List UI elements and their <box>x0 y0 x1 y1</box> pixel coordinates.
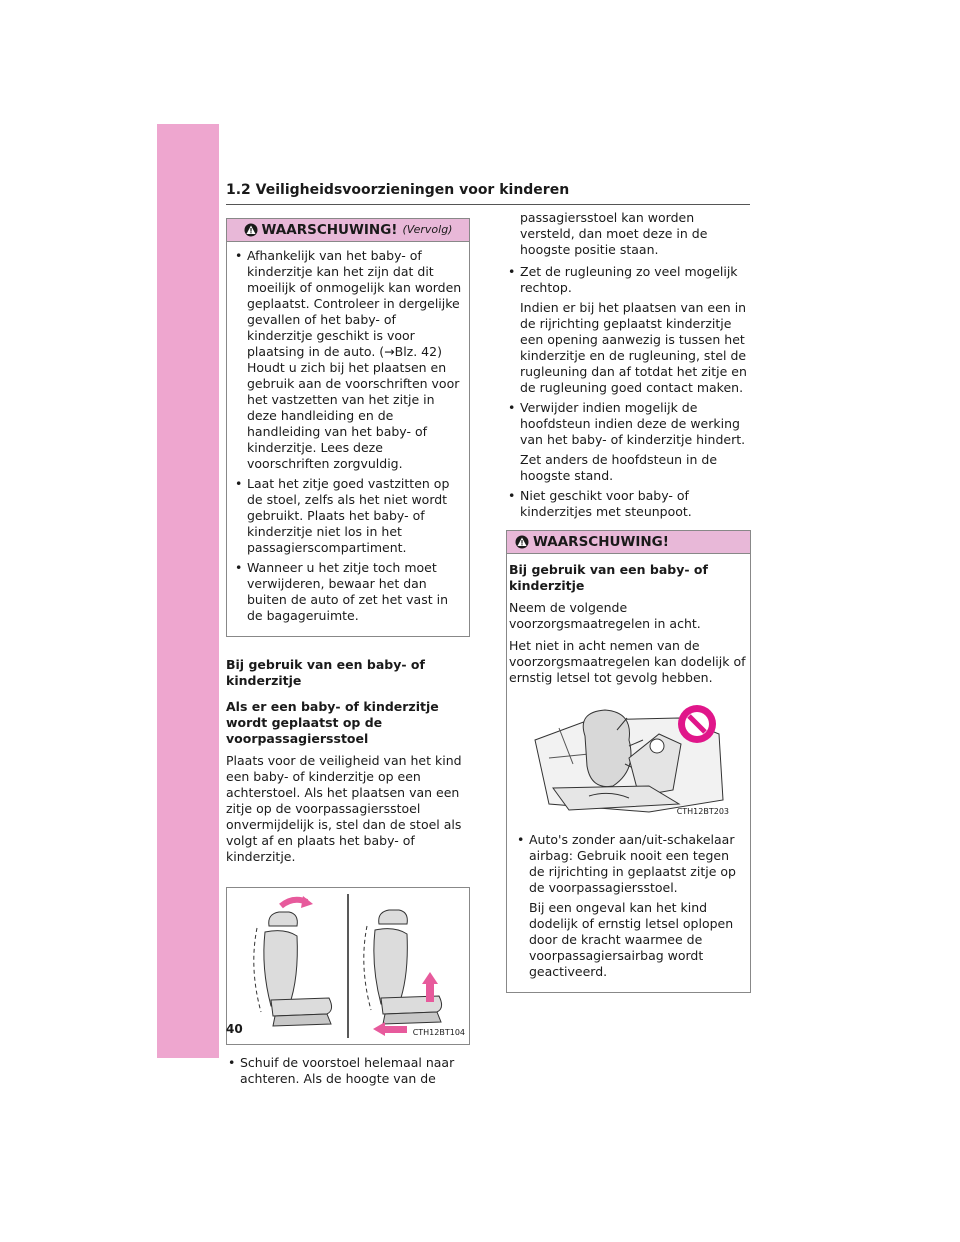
warning-bullet: • Afhankelijk van het baby- of kinderzitje kan het zijn dat dit moeilijk of onmogelijk kan worden geplaatst. Controleer in dergelijke gevallen of het baby- of kinderzitje geschikt is voor plaatsing in de auto. (→Blz. 42) Houdt u zich bij het plaatsen en gebruik aan de voorschriften voor het vastzetten van het zitje in deze handleiding en de handleiding van het baby- of kinderzitje. Lees deze voorschriften zorgvuldig. <box>233 248 463 472</box>
body-bullet: • Zet de rugleuning zo veel mogelijk rechtop. <box>506 264 751 296</box>
seat-right-drawing <box>364 910 442 1036</box>
warning-header <box>227 219 469 242</box>
body-bullet: • Schuif de voorstoel helemaal naar achteren. Als de hoogte van de <box>226 1055 470 1087</box>
figure-code: CTH12BT104 <box>412 1028 465 1037</box>
airbag-figure <box>529 700 729 822</box>
subheading-front-passenger: Als er een baby- of kinderzitje wordt geplaatst op de voorpassagiersstoel <box>226 699 439 746</box>
left-column <box>226 218 470 1091</box>
subheading-child-seat: Bij gebruik van een baby- of kinderzitje <box>226 657 425 688</box>
warning-paragraph: Neem de volgende voorzorgsmaatregelen in acht. <box>509 600 701 631</box>
continuation-text: passagiersstoel kan worden versteld, dan moet deze in de hoogste positie staan. <box>520 210 708 257</box>
warning-subheading: Bij gebruik van een baby- of kinderzitje <box>509 562 708 593</box>
warning-title: WAARSCHUWING! <box>533 534 669 550</box>
section-header <box>226 178 750 205</box>
prohibition-icon <box>678 705 716 743</box>
warning-title: WAARSCHUWING! <box>261 222 398 238</box>
body-paragraph: Plaats voor de veiligheid van het kind een baby- of kinderzitje op een achterstoel. Als het plaatsen van een zitje op de voorpassagiersstoel onvermijdelijk is, stel dan de stoel als volgt af en plaats het baby- of kinderzitje. <box>226 753 462 864</box>
warning-bullet: • Auto's zonder aan/uit-schakelaar airbag: Gebruik nooit een tegen de rijrichting in geplaatst zitje op de voorpassagiersstoel. <box>515 832 748 896</box>
figure-code: CTH12BT203 <box>676 807 729 816</box>
warning-paragraph: Het niet in acht nemen van de voorzorgsmaatregelen kan dodelijk of ernstig letsel tot gevolg hebben. <box>509 638 746 685</box>
right-column <box>506 210 751 993</box>
page-number: 40 <box>226 1022 243 1036</box>
warning-triangle-icon <box>244 223 258 237</box>
bullet-subtext: Bij een ongeval kan het kind dodelijk of ernstig letsel oplopen door de kracht waarmee de voorpassagiersairbag wordt geactiveerd. <box>529 900 734 979</box>
seat-adjust-figure <box>226 887 470 1045</box>
bullet-subtext: Zet anders de hoofdsteun in de hoogste stand. <box>520 452 718 483</box>
bullet-subtext: Indien er bij het plaatsen van een in de rijrichting geplaatst kinderzitje een opening aanwezig is tussen het kinderzitje en de rugleuning, stel de rugleuning dan af totdat het zitje en de rugleuning goed contact maken. <box>520 300 747 395</box>
warning-bullet: • Wanneer u het zitje toch moet verwijderen, bewaar het dan buiten de auto of zet het vast in de bagageruimte. <box>233 560 463 624</box>
seat-adjust-illustration <box>227 888 469 1044</box>
body-bullet: • Niet geschikt voor baby- of kinderzitjes met steunpoot. <box>506 488 751 520</box>
warning-header <box>507 531 750 554</box>
warning-bullet: • Laat het zitje goed vastzitten op de stoel, zelfs als het niet wordt gebruikt. Plaats het baby- of kinderzitje niet los in het passagierscompartiment. <box>233 476 463 556</box>
warning-triangle-icon <box>515 535 529 549</box>
seat-left-drawing <box>254 896 332 1026</box>
warning-continued-label: (Vervolg) <box>402 223 453 236</box>
warning-box-continued <box>226 218 470 637</box>
section-tab-sidebar <box>157 124 219 1058</box>
body-bullet: • Verwijder indien mogelijk de hoofdsteun indien deze de werking van het baby- of kinderzitje hindert. <box>506 400 751 448</box>
warning-box <box>506 530 751 993</box>
section-title: 1.2 Veiligheidsvoorzieningen voor kinderen <box>226 182 570 198</box>
